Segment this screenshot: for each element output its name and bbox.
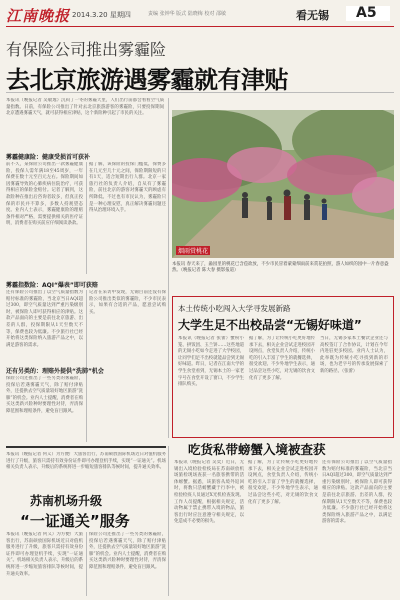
crab-body-3: 还有保险公司推出了以空气质量指数为赔付标准的雾霾险，当北京当日AQI超过300，即空气质量达到严重污染级别时，被保险人即可获得相应的津贴。这款产品面向的主要是前往北京旅游、出差的人群，投保期限从1天至数天不等，保费也较为低廉。不少旅行社已经开始将这类保险纳入旅游产品之中，以满足游客的需求。 (322, 460, 392, 525)
lead-subhead-2: 雾霾指数险：AQI“爆表”即可获赔 (6, 282, 98, 289)
section-name: 看无锡 (296, 9, 329, 22)
crab-body-1: 本报讯（晚报记者 吴奕）近日，无锡出入境检验检疫局在苏南硕放机场旅检现场查获一名旅客携带的活体螃蟹。据悉，该旅客从境外返回时，将数只活螃蟹藏于行李中，被检验检疫人员通过X光机检查发现。工作人员提醒，根据相关规定，活动物属于禁止携带入境的物品，旅客出行时应注意遵守相关规定，以免造成不必要的损失。 (174, 460, 244, 525)
page-number: A5 (356, 5, 377, 21)
airport-title: “一证通关”服务 (20, 512, 130, 530)
section-divider (6, 446, 166, 448)
lead-intro: 本报讯（晚报记者 吴敏逸）沉闷了一冬的雾霾天里，人们出行前都会看看空气质量指数。日前，有保险公司推出了针对去北京旅游游客的雾霾险，只要投保期间北京遭遇雾霾天气，就可获得相应津贴，这个新险种引起了市民的关注。 (6, 98, 164, 117)
box-col-2: 据了解，为了让传统小吃更好地传承下去，相关企业尝试走进校园开设网点，食堂负责人介绍，传统小吃的引入丰富了学生的就餐选择，很受欢迎。不少外地学生表示，通过品尝这些小吃，对无锡的饮食文化有了更多了解。 (249, 336, 315, 381)
airport-body-2: 保险公司还推出了一些另类的雾霾险，投保后若遇雾霾天气，除了赔付津贴外，还提供去空气质量较好地区旅游“洗肺”的机会。业内人士提醒，消费者在购买这类新兴险种时要理性对待，弄清保障范围和理赔条件，避免盲目跟风。 (89, 532, 166, 570)
newspaper-logo: 江南晚报 (6, 7, 71, 25)
lead-subhead-1: 雾霾健康险：健康受损首可获补 (6, 154, 91, 161)
lead-body-right: 据了解，该保险的投保门槛低，保费多在几元至几十元之间，保险期限短的只有1天，适合短期出行人群。北京一家旅行社的负责人介绍，自从有了雾霾险，前往北京的游客对雾霾天的顾虑有所降低。不过也有市民认为，雾霾险只是一种心理安慰，真正解决雾霾问题还得从治理环境入手。 (89, 162, 166, 214)
crab-headline: 吃货私带螃蟹入境被查获 (188, 442, 326, 457)
crab-body-2: 据了解，为了让传统小吃更好地传承下去，相关企业尝试走进校园开设网点，食堂负责人介绍，传统小吃的引入丰富了学生的就餐选择，很受欢迎。不少外地学生表示，通过品尝这些小吃，对无锡的饮食文化有了更多了解。 (248, 460, 318, 505)
peach-blossom-photo (172, 110, 394, 258)
column-rule (86, 532, 87, 596)
lead-headline: 去北京旅游遇雾霾就有津贴 (6, 66, 288, 94)
lead-body-3: 保险公司还推出了一些另类的雾霾险，投保后若遇雾霾天气，除了赔付津贴外，还提供去空气质量较好地区旅游“洗肺”的机会。业内人士提醒，消费者在购买这类新兴险种时要理性对待，弄清保障范围和理赔条件，避免盲目跟风。 (6, 376, 83, 414)
box-col-1: 本报讯（晚报记者 张蕾）蟹粉小笼、拱饭团、玉兰饼……这些地道的无锡小吃如今走进了大学校园，让同学们足不出校就能品尝到无锡好味道。昨日，记者在江南大学的学生食堂看到，无锡本土的一家老字号在食堂开设了窗口，不少学生排队购买。 (178, 336, 244, 388)
column-rule (168, 98, 169, 438)
divider (6, 92, 394, 93)
lead-body-2: 还有保险公司推出了以空气质量指数为赔付标准的雾霾险，当北京当日AQI超过300，即空气质量达到严重污染级别时，被保险人即可获得相应的津贴。这款产品面向的主要是前往北京旅游、出差的人群，投保期限从1天至数天不等，保费也较为低廉。不少旅行社已经开始将这类保险纳入旅游产品之中，以满足游客的需求。 (6, 290, 83, 348)
photo-caption: 本报讯 春天来了，蠡园里的桃花已含苞欲放，不少市民冒着蒙蒙细雨前来赏花拍照，游人如织的园中一片春意盎然。（晚报记者 陈大春 摄影报道） (172, 262, 389, 273)
photo-tag: 烟雨赏桃花 (178, 248, 209, 255)
editor-credits: 责编 张钟华 版式 陆晓梅 校对 邵敏 (148, 11, 226, 17)
column-rule (86, 162, 87, 274)
lead-body-right-2: 记者在采访中发现，无锡目前还没有保险公司推出类似的雾霾险，不少市民表示，如果有合适的产品，愿意尝试购买。 (89, 290, 166, 315)
lead-kicker: 有保险公司推出雾霾险 (6, 40, 167, 59)
box-kicker: 本土传统小吃闯入大学寻发展新路 (178, 304, 291, 313)
lead-subhead-3: 还有另类的：理赔外提供“洗肺”机会 (6, 368, 104, 375)
airport-body-1: 本报讯（晚报记者 何义）为方便广大旅客出行，苏南硕放国际机场近日对值机服务进行了升级，旅客只需持有效身份证件即可办理登机手续，实现“一证通关”。机场相关负责人表示，升级后的系统将进一步缩短旅客排队等候时间，提升通关效率。 (6, 532, 83, 577)
photo-illustration (172, 110, 394, 258)
masthead (6, 4, 394, 27)
column-rule (168, 446, 169, 596)
box-title: 大学生足不出校品尝“无锡好味道” (178, 318, 362, 332)
airport-preview-text: 本报讯（晚报记者 何义）为方便广大旅客出行，苏南硕放国际机场近日对值机服务进行了升级，旅客只需持有效身份证件即可办理登机手续，实现“一证通关”。机场相关负责人表示，升级后的系统将进一步缩短旅客排队等候时间，提升通关效率。 (6, 452, 166, 471)
box-col-3: 当日，无锡多家本土餐饮企业还与高校签订了合作协议，计划在今年内进驻更多校园。业内人士认为，此举既为传统小吃寻找到新的市场，也为老字号的传承发展探索了新的路径。（张蕾） (320, 336, 388, 374)
airport-kicker: 苏南机场升级 (30, 494, 103, 508)
issue-date: 2014.3.20 星期四 (72, 11, 131, 19)
lead-body-1: 前不久，某保险公司推出一款雾霾健康险，投保人需年满18至45周岁，一年保费在数十元至百元左右。保险期间如因雾霾导致的心肺疾病住院治疗，可获得相应的保险金赔付。记者了解到，这款险种在推出后咨询者较多，但真正投保的市民并不算多，多数人持观望态度。业内人士表示，雾霾健康险的理赔条件相对严格，需要提供相关的医疗证明，消费者在购买前应仔细阅读条款。 (6, 162, 83, 227)
